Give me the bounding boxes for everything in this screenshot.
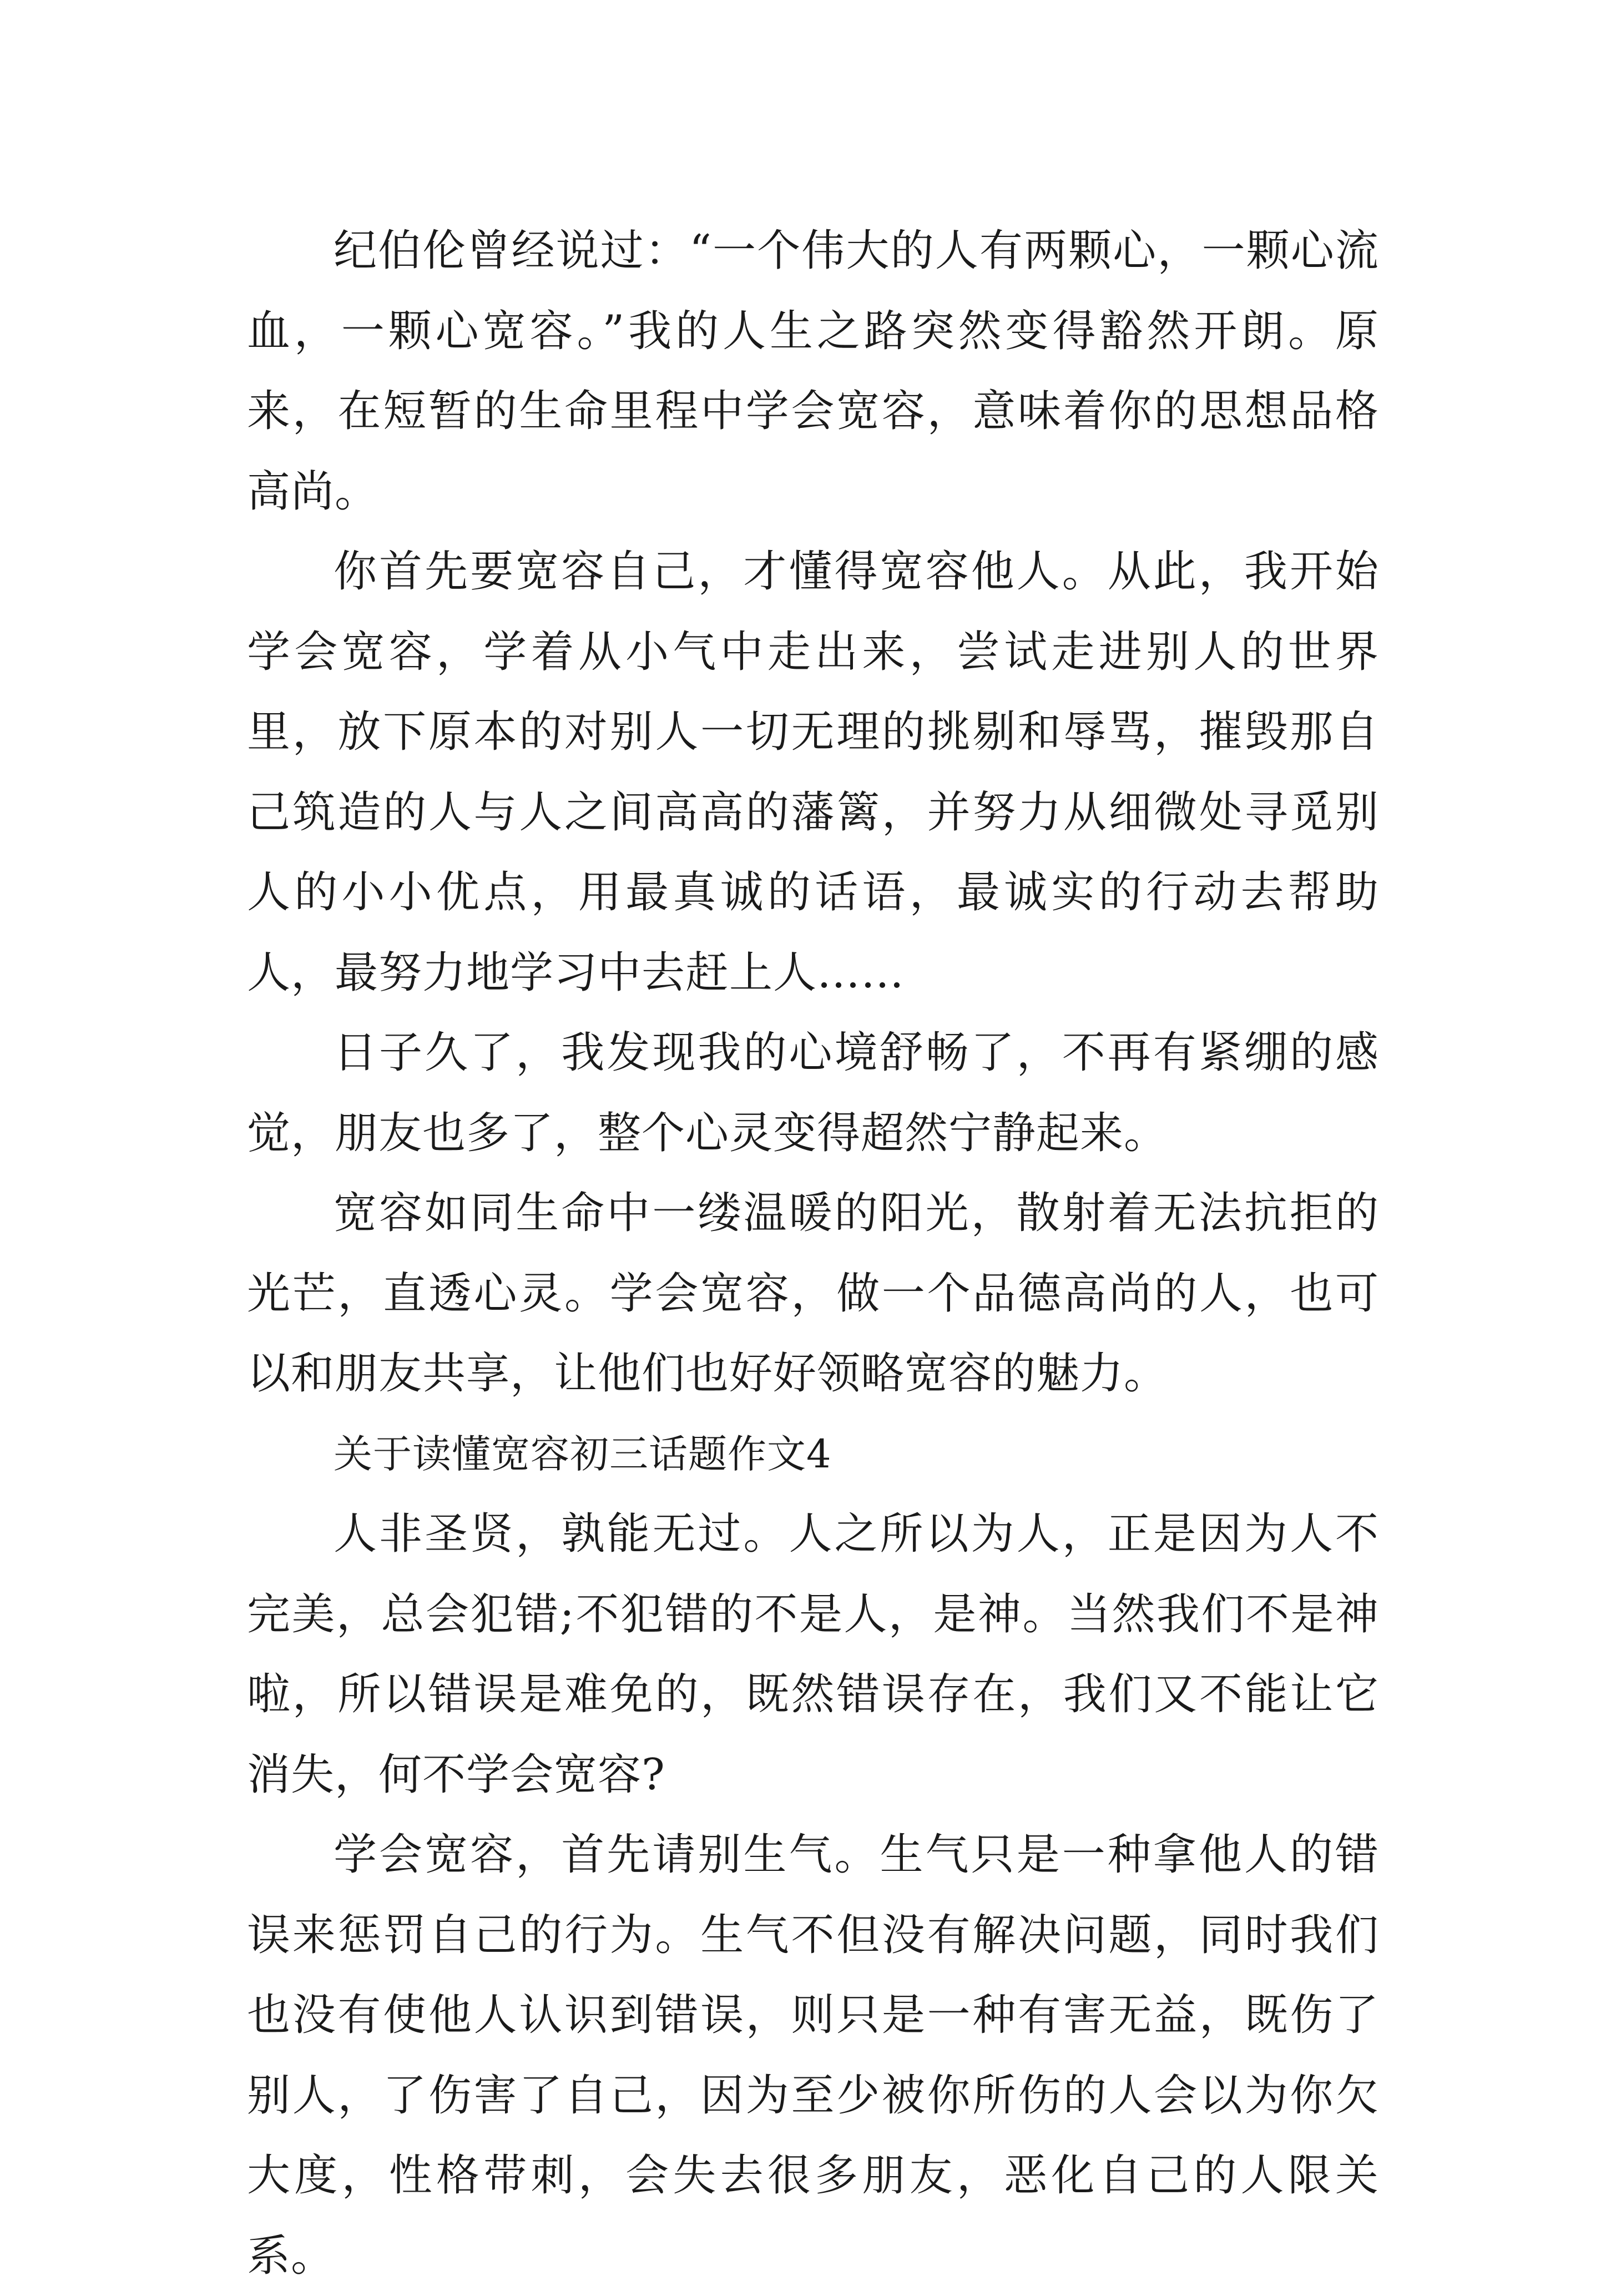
paragraph-6: 学会宽容，首先请别生气。生气只是一种拿他人的错误来惩罚自己的行为。生气不但没有解决问题，同时我们也没有使他人认识到错误，则只是一种有害无益，既伤了别人，了伤害了自己，因为至少被你所伤的人会以为你欠大度，性格带刺，会失去很多朋友，恶化自己的人限关系。 xyxy=(247,1830,1379,2281)
document-body xyxy=(247,211,1379,2296)
paragraph-1: 纪伯伦曾经说过：“一个伟大的人有两颗心，一颗心流血，一颗心宽容。”我的人生之路突然变得豁然开朗。原来，在短暂的生命里程中学会宽容，意味着你的思想品格高尚。 xyxy=(247,226,1379,517)
section-heading: 关于读懂宽容初三话题作文4 xyxy=(334,1431,832,1477)
paragraph-2: 你首先要宽容自己，才懂得宽容他人。从此，我开始学会宽容，学着从小气中走出来，尝试走进别人的世界里，放下原本的对别人一切无理的挑剔和辱骂，摧毁那自己筑造的人与人之间高高的藩篱，并努力从细微处寻觅别人的小小优点，用最真诚的话语，最诚实的行动去帮助人，最努力地学习中去赶上人…… xyxy=(247,547,1379,998)
paragraph-4: 宽容如同生命中一缕温暖的阳光，散射着无法抗拒的光芒，直透心灵。学会宽容，做一个品德高尚的人，也可以和朋友共享，让他们也好好领略宽容的魅力。 xyxy=(247,1188,1379,1399)
paragraph-3: 日子久了，我发现我的心境舒畅了，不再有紧绷的感觉，朋友也多了，整个心灵变得超然宁静起来。 xyxy=(247,1028,1379,1158)
paragraph-5: 人非圣贤，孰能无过。人之所以为人，正是因为人不完美，总会犯错;不犯错的不是人，是神。当然我们不是神啦，所以错误是难免的，既然错误存在，我们又不能让它消失，何不学会宽容? xyxy=(247,1509,1379,1800)
